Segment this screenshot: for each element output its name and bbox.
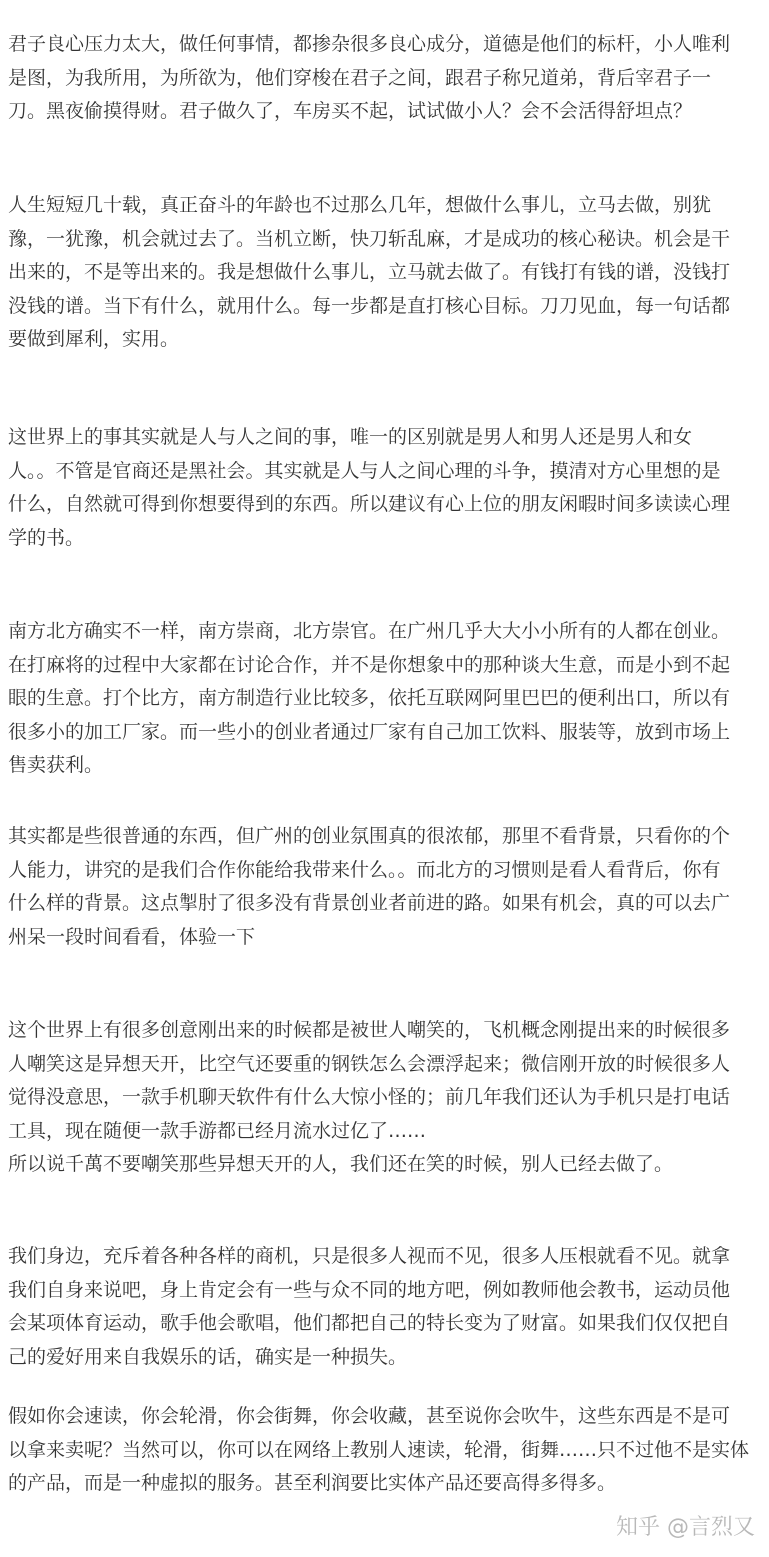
paragraph-line: 南方北方确实不一样，南方崇商，北方崇官。在广州几乎大大小小所有的人都在创业。 xyxy=(8,620,731,642)
paragraph-line: 觉得没意思，一款手机聊天软件有什么大惊小怪的；前几年我们还认为手机只是打电话 xyxy=(8,1086,731,1108)
paragraph-line: 我们自身来说吧，身上肯定会有一些与众不同的地方吧，例如教师他会教书，运动员他 xyxy=(8,1278,731,1301)
paragraph-line: 所以说千萬不要嘲笑那些异想天开的人，我们还在笑的时候，别人已经去做了。 xyxy=(8,1153,674,1175)
paragraph-line: 君子良心压力太大，做任何事情，都掺杂很多良心成分，道德是他们的标杆，小人唯利 xyxy=(8,33,731,55)
paragraph xyxy=(8,189,766,357)
paragraph-line: 我们身边，充斥着各种各样的商机，只是很多人视而不见，很多人压根就看不见。就拿 xyxy=(8,1245,731,1267)
paragraph xyxy=(8,28,766,129)
paragraph-line: 工具，现在随便一款手游都已经月流水过亿了…… xyxy=(8,1119,427,1142)
paragraph-line: 己的爱好用来自我娱乐的话，确实是一种损失。 xyxy=(8,1345,408,1368)
paragraph-line: 什么样的背景。这点掣肘了很多没有背景创业者前进的路。如果有机会，真的可以去广 xyxy=(8,892,731,914)
paragraph-line: 人嘲笑这是异想天开，比空气还要重的钢铁怎么会漂浮起来；微信刚开放的时候很多人 xyxy=(8,1052,731,1075)
paragraph-line: 这世界上的事其实就是人与人之间的事，唯一的区别就是男人和男人还是男人和女 xyxy=(8,426,693,448)
paragraph-line: 会某项体育运动，歌手他会歌唱，他们都把自己的特长变为了财富。如果我们仅仅把自 xyxy=(8,1312,731,1334)
paragraph-line: 人。。不管是官商还是黑社会。其实就是人与人之间心理的斗争，摸清对方心里想的是 xyxy=(8,459,721,482)
paragraph xyxy=(8,615,766,783)
paragraph xyxy=(8,1400,766,1501)
paragraph-line: 的产品，而是一种虚拟的服务。甚至利润要比实体产品还要高得多得多。 xyxy=(8,1472,617,1494)
paragraph xyxy=(8,820,766,954)
paragraph-line: 豫，一犹豫，机会就过去了。当机立断，快刀斩乱麻，才是成功的核心秘诀。机会是干 xyxy=(8,227,731,250)
paragraph-line: 学的书。 xyxy=(8,526,85,549)
paragraph-line: 假如你会速读，你会轮滑，你会街舞，你会收藏，甚至说你会吹牛，这些东西是不是可 xyxy=(8,1405,731,1427)
paragraph-line: 没钱的谱。当下有什么，就用什么。每一步都是直打核心目标。刀刀见血，每一句话都 xyxy=(8,294,731,317)
paragraph xyxy=(8,421,766,555)
paragraph-line: 其实都是些很普通的东西，但广州的创业氛围真的很浓郁，那里不看背景，只看你的个 xyxy=(8,825,731,847)
paragraph-line: 是图，为我所用，为所欲为，他们穿梭在君子之间，跟君子称兄道弟，背后宰君子一 xyxy=(8,66,712,89)
paragraph-line: 这个世界上有很多创意刚出来的时候都是被世人嘲笑的，飞机概念刚提出来的时候很多 xyxy=(8,1019,731,1041)
paragraph-line: 要做到犀利，实用。 xyxy=(8,328,180,350)
paragraph xyxy=(8,1014,766,1182)
paragraph-line: 很多小的加工厂家。而一些小的创业者通过厂家有自己加工饮料、服装等，放到市场上 xyxy=(8,720,731,743)
paragraph-line: 以拿来卖呢？当然可以，你可以在网络上教别人速读，轮滑，街舞……只不过他不是实体 xyxy=(8,1438,750,1461)
paragraph-line: 出来的，不是等出来的。我是想做什么事儿，立马就去做了。有钱打有钱的谱，没钱打 xyxy=(8,261,731,283)
paragraph-line: 在打麻将的过程中大家都在讨论合作，并不是你想象中的那种谈大生意，而是小到不起 xyxy=(8,653,731,676)
paragraph-line: 售卖获利。 xyxy=(8,754,104,776)
paragraph-line: 眼的生意。打个比方，南方制造行业比较多，依托互联网阿里巴巴的便利出口，所以有 xyxy=(8,687,731,709)
paragraph-line: 人能力，讲究的是我们合作你能给我带来什么。。而北方的习惯则是看人看背后，你有 xyxy=(8,858,721,881)
paragraph-line: 州呆一段时间看看，体验一下 xyxy=(8,925,256,948)
paragraph-line: 刀。黑夜偷摸得财。君子做久了，车房买不起，试试做小人？会不会活得舒坦点？ xyxy=(8,100,693,122)
paragraph-line: 什么，自然就可得到你想要得到的东西。所以建议有心上位的朋友闲暇时间多读读心理 xyxy=(8,493,731,515)
zhihu-watermark: 知乎 @言烈又 xyxy=(616,1515,755,1540)
paragraph-line: 人生短短几十载，真正奋斗的年龄也不过那么几年，想做什么事儿，立马去做，别犹 xyxy=(8,194,712,216)
paragraph xyxy=(8,1240,766,1374)
